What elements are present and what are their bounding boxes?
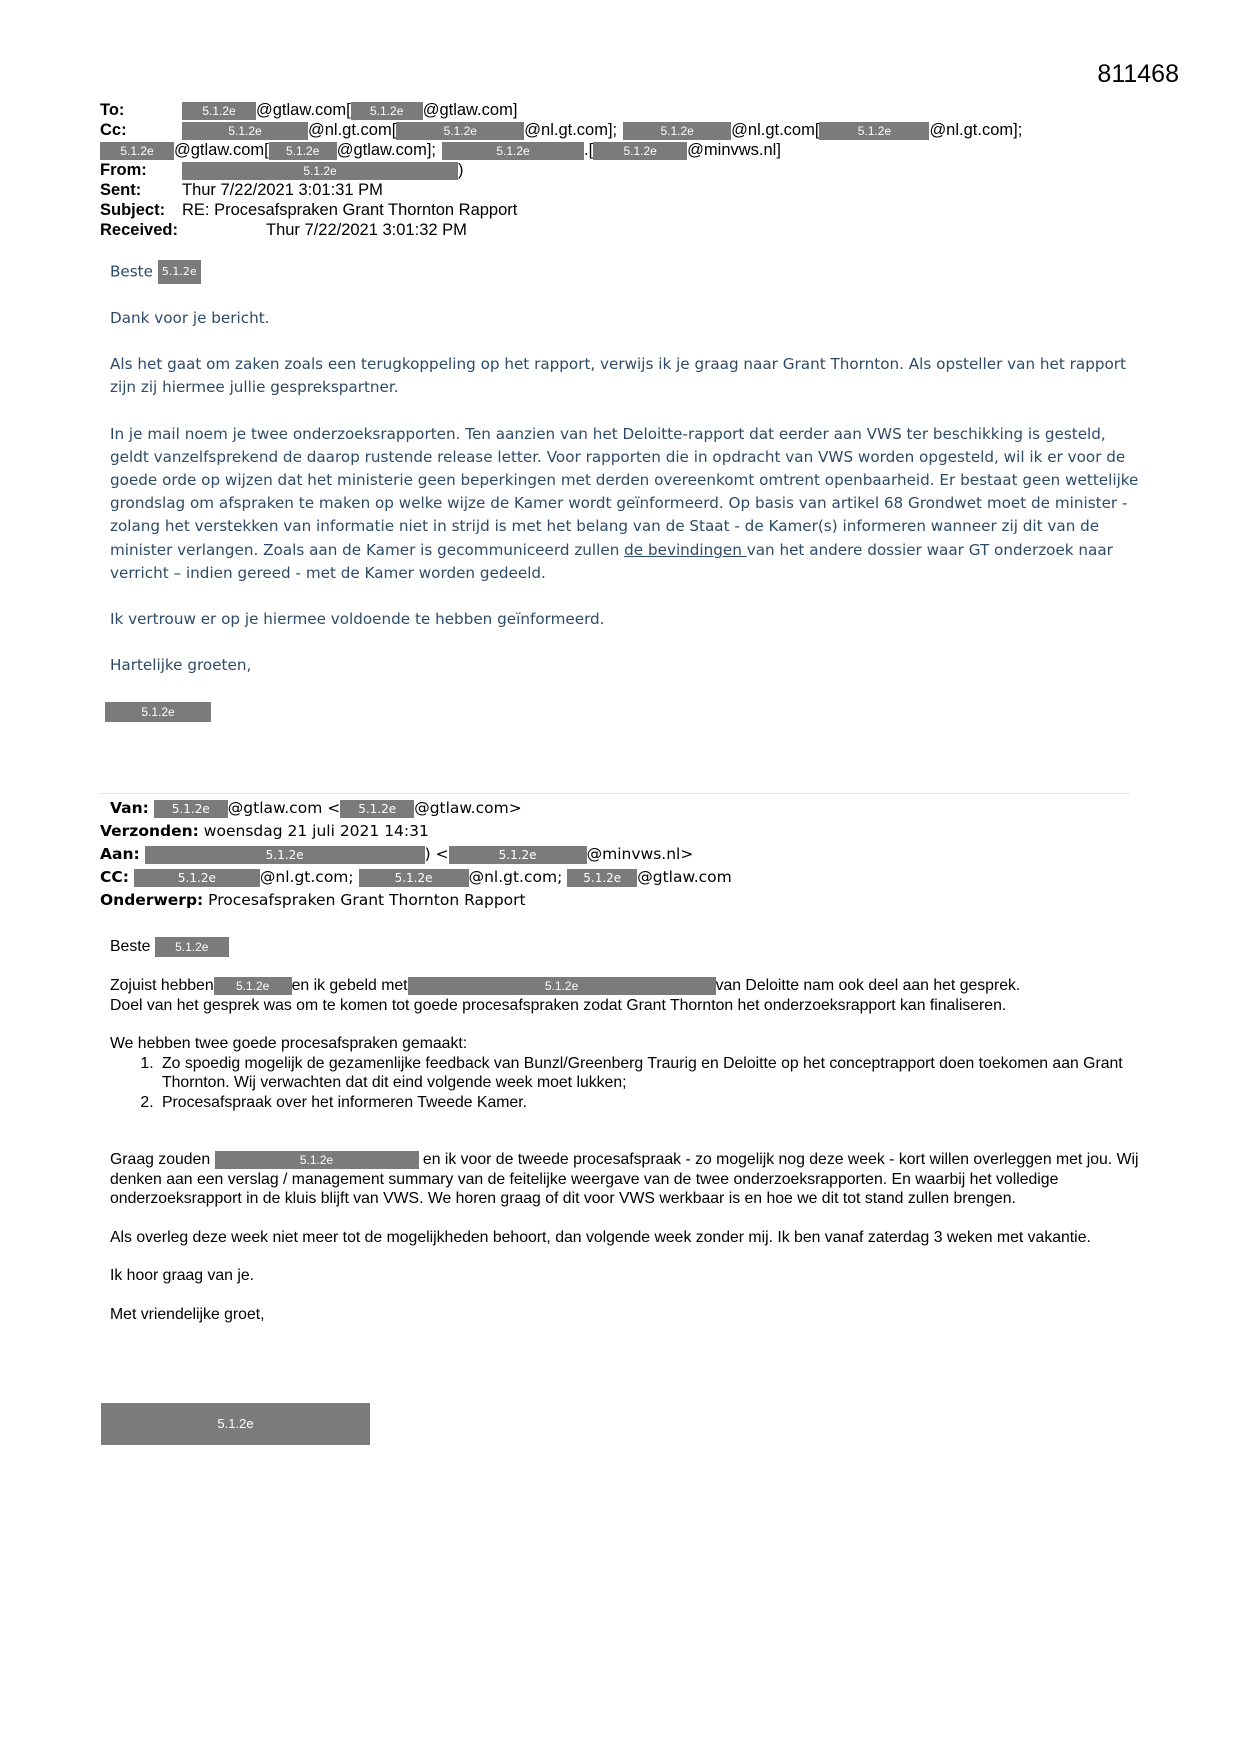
cc-line2-address-1: @gtlaw.com[ (174, 141, 269, 159)
divider (100, 793, 1130, 794)
redaction-box: 5.1.2e (351, 102, 423, 120)
original-paragraph-5: Ik hoor graag van je. (110, 1267, 255, 1284)
original-cc-address-2: @nl.gt.com; (468, 868, 563, 886)
cc-row-2 (100, 140, 1140, 160)
onderwerp-value: Procesafspraken Grant Thornton Rapport (208, 891, 526, 909)
p1-part-a: Zojuist hebben (110, 977, 214, 994)
redaction-box: 5.1.2e (567, 869, 637, 887)
verzonden-label: Verzonden: (100, 822, 199, 840)
aan-row (100, 843, 1140, 866)
van-address-1: @gtlaw.com < (227, 799, 341, 817)
redaction-box: 5.1.2e (269, 142, 337, 160)
reply-body (110, 260, 1140, 700)
cc-line2-address-2: @gtlaw.com]; (336, 141, 436, 159)
document-number: 811468 (1097, 60, 1179, 88)
p3-part-b: en ik voor de tweede procesafspraak - zo mogelijk nog deze week - kort willen overleggen met jou. Wij denken aan een verslag / management summary van de feitelijke weergave van de twee onderzoeksrapporten. En waarbij het volledige onderzoeksrapport in de kluis blijft van VWS. We horen graag of dit voor VWS werkbaar is en hoe we dit tot stand zullen brengen. (110, 1151, 1139, 1207)
van-row (100, 797, 1140, 820)
cc-address-4: @nl.gt.com]; (929, 121, 1023, 139)
reply-greeting: Beste (110, 262, 153, 281)
received-value: Thur 7/22/2021 3:01:32 PM (266, 221, 467, 239)
van-address-2: @gtlaw.com> (414, 799, 522, 817)
original-cc-address-1: @nl.gt.com; (259, 868, 354, 886)
sent-value: Thur 7/22/2021 3:01:31 PM (182, 181, 383, 199)
to-row (100, 100, 1140, 120)
to-address-2: @gtlaw.com] (422, 101, 518, 119)
redaction-box: 5.1.2e (442, 142, 584, 160)
onderwerp-label: Onderwerp: (100, 891, 204, 909)
list-item: 2. Procesafspraak over het informeren Tweede Kamer. (158, 1093, 1140, 1113)
original-closing: Met vriendelijke groet, (110, 1305, 265, 1323)
p1-part-d: Doel van het gesprek was om te komen tot goede procesafspraken zodat Grant Thornton het onderzoeksrapport kan finaliseren. (110, 996, 1007, 1014)
cc-row (100, 120, 1140, 140)
received-row (100, 220, 1140, 240)
reply-paragraph-4: Ik vertrouw er op je hiermee voldoende te hebben geïnformeerd. (110, 610, 605, 629)
list-item: 1. Zo spoedig mogelijk de gezamenlijke feedback van Bunzl/Greenberg Traurig en Deloitte op het conceptrapport doen toekomen aan Grant Thornton. Wij verwachten dat dit eind volgende week moet lukken; (158, 1054, 1140, 1093)
subject-value: RE: Procesafspraken Grant Thornton Rapport (182, 201, 518, 219)
original-body (110, 937, 1140, 1343)
signature-redaction: 5.1.2e (105, 702, 211, 722)
reply-paragraph-1: Dank voor je bericht. (110, 309, 270, 327)
original-paragraph-4: Als overleg deze week niet meer tot de mogelijkheden behoort, dan volgende week zonder mij. Ik ben vanaf zaterdag 3 weken met vakantie. (110, 1228, 1091, 1246)
from-label: From: (100, 161, 147, 179)
redaction-box: 5.1.2e (155, 937, 229, 957)
redaction-box: 5.1.2e (182, 102, 256, 120)
sent-label: Sent: (100, 181, 142, 199)
p3-part-a: Graag zouden (110, 1151, 211, 1168)
redaction-box: 5.1.2e (215, 1151, 419, 1169)
redaction-box: 5.1.2e (145, 846, 425, 864)
original-paragraph-3 (110, 1150, 1140, 1209)
original-paragraph-2: We hebben twee goede procesafspraken gemaakt: (110, 1035, 468, 1052)
original-cc-address-3: @gtlaw.com (637, 868, 732, 886)
cc-address-2: @nl.gt.com]; (524, 121, 618, 139)
from-row (100, 160, 1140, 180)
redaction-box: 5.1.2e (623, 122, 731, 140)
redaction-box: 5.1.2e (340, 800, 414, 818)
to-address-1: @gtlaw.com[ (256, 101, 351, 119)
original-greeting-line (110, 937, 1140, 957)
redaction-box: 5.1.2e (214, 977, 292, 995)
cc-address-1: @nl.gt.com[ (308, 121, 397, 139)
redaction-box: 5.1.2e (182, 122, 308, 140)
signature-redaction: 5.1.2e (101, 1403, 370, 1445)
van-label: Van: (110, 799, 149, 817)
original-cc-label: CC: (100, 868, 129, 886)
verzonden-value: woensdag 21 juli 2021 14:31 (203, 822, 429, 840)
redaction-box: 5.1.2e (819, 122, 929, 140)
redaction-box: 5.1.2e (449, 846, 587, 864)
verzonden-row (100, 820, 1140, 843)
original-header (100, 797, 1140, 912)
redaction-box: 5.1.2e (154, 800, 228, 818)
cc-address-3: @nl.gt.com[ (731, 121, 820, 139)
redaction-box: 5.1.2e (158, 260, 201, 284)
reply-closing: Hartelijke groeten, (110, 656, 252, 675)
subject-row (100, 200, 1140, 220)
redaction-box: 5.1.2e (182, 162, 458, 180)
sent-row (100, 180, 1140, 200)
redaction-box: 5.1.2e (593, 142, 687, 160)
reply-paragraph-3-end: van het andere dossier waar GT onderzoek naar verricht – indien gereed - met de Kamer worden gedeeld. (110, 540, 1113, 582)
redaction-box: 5.1.2e (134, 869, 260, 887)
email-header (100, 100, 1140, 240)
p1-part-b: en ik gebeld met (291, 977, 408, 994)
cc-label: Cc: (100, 121, 127, 139)
bevindingen-link[interactable]: de bevindingen (624, 540, 747, 559)
original-greeting: Beste (110, 938, 151, 956)
onderwerp-row (100, 889, 1140, 912)
reply-greeting-line (110, 260, 1140, 284)
reply-paragraph-3 (110, 423, 1140, 585)
subject-label: Subject: (100, 201, 166, 219)
p1-part-c: van Deloitte nam ook deel aan het gesprek. (715, 977, 1021, 994)
procesafspraken-list (110, 1054, 1140, 1113)
reply-paragraph-2: Als het gaat om zaken zoals een terugkoppeling op het rapport, verwijs ik je graag naar Grant Thornton. Als opsteller van het rapport zijn zij hiermee jullie gesprekspartner. (110, 355, 1126, 397)
from-close: ) (458, 161, 464, 179)
original-cc-row (100, 866, 1140, 889)
received-label: Received: (100, 221, 178, 239)
reply-paragraph-3-start: In je mail noem je twee onderzoeksrapporten. Ten aanzien van het Deloitte-rapport dat eerder aan VWS ter beschikking is gesteld, geldt vanzelfsprekend de daarop rustende release letter. Voor rapporten die in opdracht van VWS worden opgesteld, wil ik er voor de goede orde op wijzen dat het ministerie geen beperkingen met derden overeenkomt omtrent openbaarheid. Er bestaat geen wettelijke grondslag om afspraken te maken op welke wijze de Kamer wordt geïnformeerd. Op basis van artikel 68 Grondwet moet de minister - zolang het verstekken van informatie niet in strijd is met het belang van de Staat - de Kamer(s) informeren wanneer zij dit van de minister verlangen. Zoals aan de Kamer is gecommuniceerd zullen (110, 424, 1139, 559)
redaction-box: 5.1.2e (408, 977, 716, 995)
cc-line2-address-3: .[ (584, 141, 594, 159)
cc-line2-address-4: @minvws.nl] (687, 141, 781, 159)
original-paragraph-1 (110, 976, 1140, 1015)
redaction-box: 5.1.2e (100, 142, 174, 160)
aan-label: Aan: (100, 845, 140, 863)
aan-address-1: ) < (424, 845, 449, 863)
redaction-box: 5.1.2e (396, 122, 524, 140)
aan-address-2: @minvws.nl> (586, 845, 694, 863)
to-label: To: (100, 101, 125, 119)
redaction-box: 5.1.2e (359, 869, 469, 887)
